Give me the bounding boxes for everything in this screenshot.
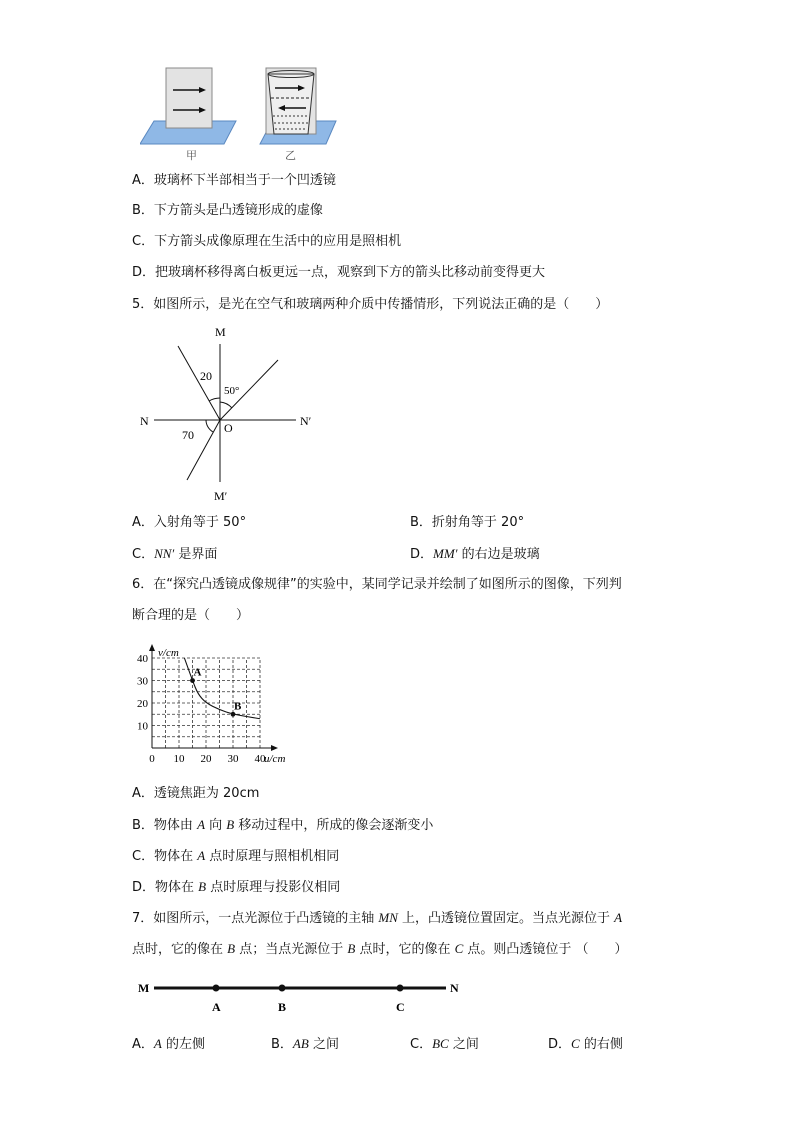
x-tick-label: 10 <box>173 753 185 765</box>
var-mn: MN <box>378 910 398 925</box>
var-c: C <box>571 1036 580 1051</box>
option-label: D． <box>548 1037 572 1052</box>
q6-chart <box>130 644 300 770</box>
option-label: D． <box>410 547 434 562</box>
glass-cup <box>268 74 314 134</box>
label-a: A <box>212 1000 221 1014</box>
option-text: 之间 <box>308 1037 339 1052</box>
label-left: 甲 <box>186 150 197 162</box>
q6-stem-line2: 断合理的是（ ） <box>132 608 250 623</box>
option-label: B． <box>271 1037 293 1052</box>
stem-text: 点；当点光源位于 <box>235 942 348 957</box>
x-tick-label: 30 <box>227 753 239 765</box>
option-text: 之间 <box>448 1037 479 1052</box>
label-o: O <box>224 421 233 435</box>
angle-arc-50 <box>220 402 232 408</box>
label-c: C <box>396 1000 405 1014</box>
angle-arc-70 <box>206 420 213 432</box>
stem-text: 点。则凸透镜位于 （ ） <box>463 942 628 957</box>
point-b <box>279 985 286 992</box>
q4-option-c: C．下方箭头成像原理在生活中的应用是照相机 <box>132 234 402 249</box>
q5-stem: 5．如图所示，是光在空气和玻璃两种介质中传播情形，下列说法正确的是（ ） <box>132 297 609 312</box>
data-point-b <box>231 712 236 717</box>
var-bc: BC <box>432 1036 449 1051</box>
var-mm: MM′ <box>433 546 458 561</box>
var-a: A <box>197 848 206 863</box>
x-axis-label: u/cm <box>264 753 286 765</box>
point-a <box>213 985 220 992</box>
var-a: A <box>153 1036 162 1051</box>
q7-option-d <box>548 1036 623 1053</box>
option-text: 移动过程中，所成的像会逐渐变小 <box>234 818 434 833</box>
ray-upper-left <box>178 346 220 420</box>
var-a: A <box>614 910 623 925</box>
var-c: C <box>454 941 464 956</box>
label-n-prime: N′ <box>300 414 312 428</box>
label-n: N <box>450 981 459 995</box>
q7-figure <box>132 974 472 1020</box>
angle-arc-20 <box>209 398 220 401</box>
stem-text: 7．如图所示，一点光源位于凸透镜的主轴 <box>132 911 379 926</box>
q4-option-d: D．把玻璃杯移得离白板更远一点，观察到下方的箭头比移动前变得更大 <box>132 265 546 280</box>
option-label: A． <box>132 1037 154 1052</box>
stem-text: 点时，它的像在 <box>355 942 455 957</box>
q5-option-b: B．折射角等于 20° <box>410 515 525 530</box>
option-text: 点时原理与照相机相同 <box>205 849 340 864</box>
option-text: D．物体在 <box>132 880 199 895</box>
x-axis-arrow-icon <box>271 745 278 751</box>
y-axis-label: v/cm <box>158 647 179 659</box>
q5-option-a: A．入射角等于 50° <box>132 515 247 530</box>
angle-label-50: 50° <box>224 385 240 397</box>
stem-text: 点时，它的像在 <box>132 942 228 957</box>
x-tick-label: 20 <box>200 753 212 765</box>
q7-stem-line2 <box>132 941 628 958</box>
option-text: 点时原理与投影仪相同 <box>206 880 341 895</box>
y-tick-label: 20 <box>137 698 148 710</box>
label-b: B <box>278 1000 287 1014</box>
label-n: N <box>140 414 149 428</box>
label-m: M <box>138 981 150 995</box>
var-b: B <box>226 817 235 832</box>
data-point-a <box>190 678 195 683</box>
x-tick-label: 0 <box>149 753 155 765</box>
option-text: C．物体在 <box>132 849 198 864</box>
q5-figure <box>132 322 332 504</box>
option-label: C． <box>132 547 155 562</box>
angle-label-70: 70 <box>182 428 194 442</box>
option-text: B．物体由 <box>132 818 198 833</box>
var-nn: NN′ <box>154 546 175 561</box>
q7-stem-line1 <box>132 910 622 927</box>
q4-figure <box>140 66 340 162</box>
q5-option-c <box>132 546 217 563</box>
white-board-left <box>166 68 212 128</box>
var-b: B <box>227 941 236 956</box>
left-board-group <box>140 68 236 144</box>
q6-stem-line1: 6．在“探究凸透镜成像规律”的实验中，某同学记录并绘制了如图所示的图像，下列判 <box>132 577 622 592</box>
y-tick-label: 30 <box>137 675 148 688</box>
q4-option-a: A．玻璃杯下半部相当于一个凹透镜 <box>132 173 336 188</box>
point-c <box>397 985 404 992</box>
var-b: B <box>347 941 356 956</box>
y-axis-arrow-icon <box>149 644 155 651</box>
q7-option-b <box>271 1036 339 1053</box>
stem-text: 上，凸透镜位置固定。当点光源位于 <box>397 911 615 926</box>
q6-option-c <box>132 848 339 865</box>
data-point-label: B <box>234 700 242 713</box>
q6-option-d <box>132 879 340 896</box>
var-b: B <box>198 879 207 894</box>
q6-option-a: A．透镜焦距为 20cm <box>132 786 260 801</box>
option-text: 的右侧 <box>579 1037 623 1052</box>
angle-label-20: 20 <box>200 369 212 383</box>
data-point-label: A <box>193 666 202 679</box>
var-a: A <box>197 817 206 832</box>
option-text: 向 <box>205 818 227 833</box>
label-m: M <box>215 325 226 339</box>
y-tick-label: 10 <box>137 720 148 733</box>
option-label: C． <box>410 1037 433 1052</box>
option-text: 是界面 <box>174 547 218 562</box>
label-right: 乙 <box>285 150 296 162</box>
q4-option-b: B．下方箭头是凸透镜形成的虚像 <box>132 203 323 218</box>
label-m-prime: M′ <box>214 489 228 503</box>
var-ab: AB <box>292 1036 309 1051</box>
y-tick-label: 40 <box>137 653 148 665</box>
x-tick-label: 40 <box>254 753 266 765</box>
q7-option-c <box>410 1036 479 1053</box>
q7-option-a <box>132 1036 205 1053</box>
option-text: 的左侧 <box>161 1037 205 1052</box>
right-board-group <box>260 68 336 144</box>
option-text: 的右边是玻璃 <box>457 547 540 562</box>
q6-option-b <box>132 817 433 834</box>
q5-option-d <box>410 546 540 563</box>
